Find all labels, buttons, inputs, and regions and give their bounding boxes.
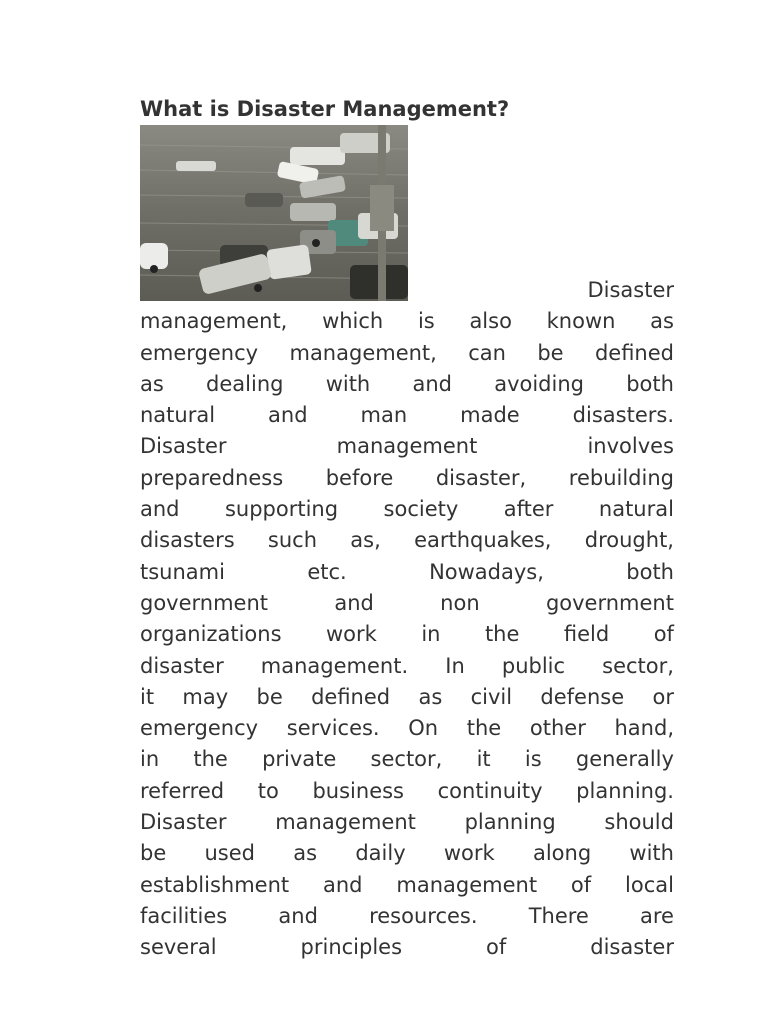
body-line: Disaster management planning should — [140, 810, 674, 835]
body-line: Disaster management involves — [140, 434, 674, 459]
body-line: several principles of disaster — [140, 935, 674, 960]
article-body — [140, 275, 674, 964]
body-line: Disaster — [587, 278, 674, 302]
body-line: preparedness before disaster, rebuilding — [140, 465, 674, 490]
body-line: disasters such as, earthquakes, drought, — [140, 528, 674, 553]
body-line: facilities and resources. There are — [140, 903, 674, 928]
body-line: tsunami etc. Nowadays, both — [140, 559, 674, 584]
body-line: emergency management, can be defined — [140, 340, 674, 365]
body-line: referred to business continuity planning. — [140, 778, 674, 803]
body-line: establishment and management of local — [140, 872, 674, 897]
body-line: organizations work in the field of — [140, 622, 674, 647]
body-line: emergency services. On the other hand, — [140, 716, 674, 741]
body-line: disaster management. In public sector, — [140, 653, 674, 678]
page-title: What is Disaster Management? — [140, 97, 510, 121]
body-line: government and non government — [140, 590, 674, 615]
body-line: as dealing with and avoiding both — [140, 371, 674, 396]
body-line: and supporting society after natural — [140, 497, 674, 522]
body-line: in the private sector, it is generally — [140, 747, 674, 772]
body-line: natural and man made disasters. — [140, 403, 674, 428]
body-line: management, which is also known as — [140, 309, 674, 334]
body-line: it may be defined as civil defense or — [140, 684, 674, 709]
body-line: be used as daily work along with — [140, 841, 674, 866]
